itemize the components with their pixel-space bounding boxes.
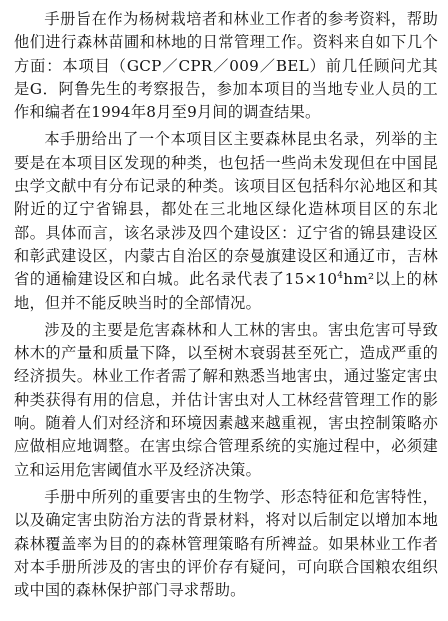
paragraph-handbook-use: 手册中所列的重要害虫的生物学、形态特征和危害特性，以及确定害虫防治方法的背景材料，将对以后制定以增加本地森林覆盖率为目的的森林管理策略有所裨益。如果林业工作者对本手册所涉及的害虫的评价存有疑问，可向联合国粮农组织或中国的森林保护部门寻求帮助。 — [14, 487, 438, 600]
paragraph-insect-list-text-end: hm²以上的林地，但并不能反映当时的全部情况。 — [14, 270, 438, 312]
paragraph-pests: 涉及的主要是危害森林和人工林的害虫。害虫危害可导致林木的产量和质量下降，以至树木衰弱甚至死亡，造成严重的经济损失。林业工作者需了解和熟悉当地害虫，通过鉴定害虫种类获得有用的信息，并估计害虫对人工林经营管理工作的影响。随着人们对经济和环境因素越来越重视，害虫控制策略亦应做相应地调整。在害虫综合管理系统的实施过程中，必须建立和运用危害阈值水平及经济决策。 — [14, 320, 438, 479]
paragraph-purpose: 手册旨在作为杨树栽培者和林业工作者的参考资料，帮助他们进行森林苗圃和林地的日常管理工作。资料来自如下几个方面：本项目（GCP／CPR／009／BEL）前几任顾问尤其是G．阿鲁先生的考察报告，参加本项目的当地专业人员的工作和编者在1994年8月至9月间的调查结果。 — [14, 10, 438, 122]
exponent: 4 — [337, 271, 344, 282]
paragraph-insect-list-text: 本手册给出了一个本项目区主要森林昆虫名录，列举的主要是在本项目区发现的种类，也包括一些尚未发现但在中国昆虫学文献中有分布记录的种类。该项目区包括科尔沁地区和其附近的辽宁省锦县，都处在三北地区绿化造林项目区的东北部。具体而言，该名录涉及四个建设区：辽宁省的锦县建设区和彰武建设区，内蒙古自治区的奈曼旗建设区和通辽市，吉林省的通榆建设区和白城。此名录代表了15×10 — [14, 130, 438, 289]
paragraph-insect-list — [14, 128, 438, 314]
